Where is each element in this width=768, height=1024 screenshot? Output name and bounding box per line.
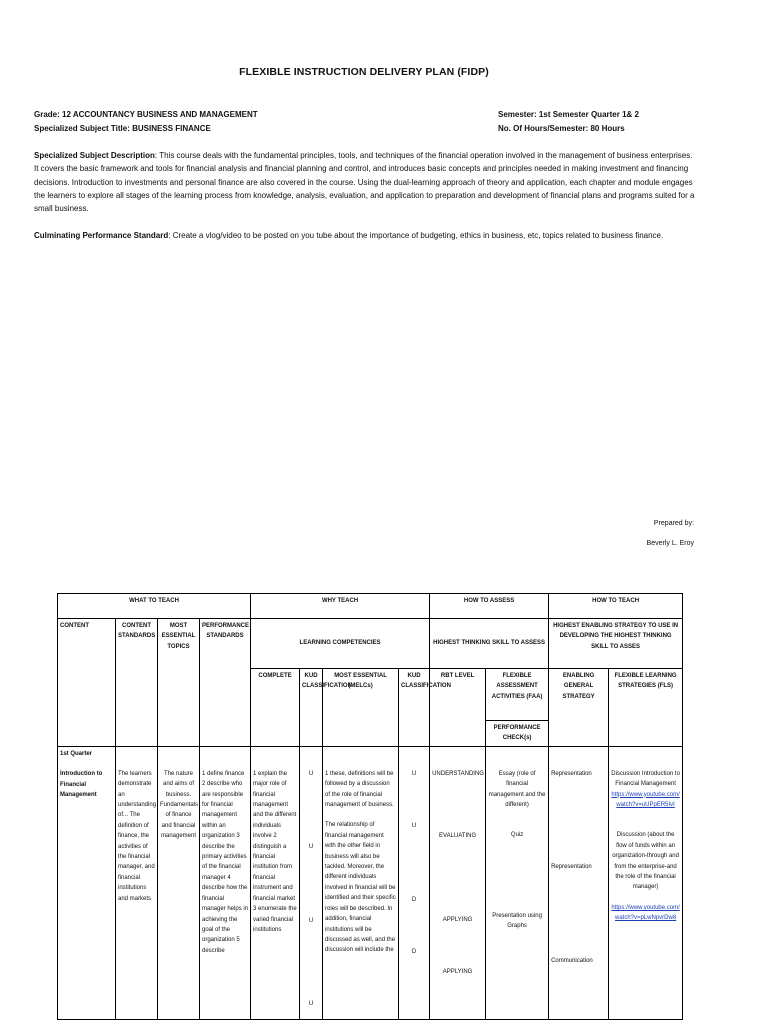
faa-item: Quiz xyxy=(510,832,524,839)
group-header-why-teach: WHY TEACH xyxy=(251,594,430,619)
performance-standard-text: 1 define finance 2 describe who are responsible for financial management within an organization 3 describe the primary activities of the financial manager 4 describe how the financial manager helps in achieving the goal of the organization 5 describe xyxy=(202,770,249,954)
content-cell xyxy=(58,746,116,1019)
semester-label: Semester: xyxy=(498,110,537,119)
rbt-level-value: APPLYING xyxy=(442,969,473,976)
header-performance-check: PERFORMANCE CHECK(s) xyxy=(486,721,549,747)
flexible-assessment-cell xyxy=(486,746,549,1019)
kud2-value: D xyxy=(411,949,417,956)
rbt-level-value: APPLYING xyxy=(442,916,473,923)
kud-value: U xyxy=(308,844,314,851)
rbt-level-cell xyxy=(430,746,486,1019)
culminating-standard xyxy=(34,229,699,242)
performance-standard-cell xyxy=(200,746,251,1019)
most-essential-topics-text: The nature and aims of business. Fundamentals of finance and financial management xyxy=(160,770,199,840)
grade-subject-block xyxy=(34,108,258,136)
youtube-link-2[interactable]: https://www.youtube.com/watch?v=pLwNpvrDw8 xyxy=(611,904,680,922)
faa-item: Essay (role of financial management and the different) xyxy=(488,770,546,809)
melc-text-2: The relationship of financial management with the other field in business will also be tackled. Moreover, the different individuals involved in financial will be identified and their specific roles will be described. In addition, financial institutions will be discussed as well, and the discussion will include the xyxy=(325,822,396,954)
header-flexible-learning-strategies: FLEXIBLE LEARNING STRATEGIES (FLS) xyxy=(609,669,683,747)
kud-value: U xyxy=(308,917,314,924)
prepared-by-label: Prepared by: xyxy=(653,520,694,527)
quarter-label: 1st Quarter xyxy=(60,750,93,757)
semester-hours-block xyxy=(498,108,639,136)
header-kud-classification-2: KUD CLASSIFICATION xyxy=(399,669,430,747)
header-rbt-level: RBT LEVEL xyxy=(430,669,486,747)
youtube-link-1[interactable]: https://www.youtube.com/watch?v=uUPpER5IvI xyxy=(611,791,680,809)
rbt-level-value: EVALUATING xyxy=(439,833,477,840)
egs-item: Communication xyxy=(551,957,593,964)
fls-text-2: Discussion (about the flow of funds within an organization-through and from the enterprise-and the role of the financial manager) xyxy=(612,832,679,891)
hours-value: 80 Hours xyxy=(590,124,625,133)
description-label: Specialized Subject Description xyxy=(34,151,155,160)
header-most-essential-melcs: MOST ESSENTIAL (MELCs) xyxy=(323,669,399,747)
fls-text-1: Discussion Introduction to Financial Management xyxy=(611,770,680,788)
most-essential-topics-cell xyxy=(158,746,200,1019)
complete-text: 1 explain the major role of financial management and the different individuals involve 2 distinguish a financial institution from financial instrument and financial market 3 enumerate the varied financial institutions xyxy=(253,770,297,933)
subject-description xyxy=(34,149,699,215)
kud2-value: U xyxy=(411,770,417,777)
kud-cell xyxy=(300,746,323,1019)
kud2-value: U xyxy=(411,823,417,830)
description-text: : This course deals with the fundamental principles, tools, and techniques of the financial operation involved in the management of business enterprises. It covers the basic framework and tools for financial analysis and financial planning and control, and introduces basic concepts and principles needed in making investment and financing decisions. Introduction to investments and personal finance are also covered in the course. Using the dual-learning approach of theory and application, each chapter and module engages the learners to explore all stages of the learning process from knowledge, analysis, evaluation, and application to preparation and development of financial plans and programs suited for a small business. xyxy=(34,151,695,214)
header-kud-classification: KUD CLASSIFICATION xyxy=(300,669,323,747)
kud-value: U xyxy=(308,770,314,777)
kud-classification-cell xyxy=(399,746,430,1019)
culminating-label: Culminating Performance Standard xyxy=(34,231,169,240)
egs-item: Representation xyxy=(551,770,592,777)
subject-label: Specialized Subject Title: xyxy=(34,124,130,133)
group-header-how-to-teach: HOW TO TEACH xyxy=(549,594,683,619)
faa-item: Presentation using Graphs xyxy=(492,912,542,930)
flexible-learning-cell xyxy=(609,746,683,1019)
egs-item: Representation xyxy=(551,864,592,871)
header-content-standards: CONTENT STANDARDS xyxy=(116,619,158,747)
header-enabling-general-strategy: ENABLING GENERAL STRATEGY xyxy=(549,669,609,747)
complete-cell xyxy=(251,746,300,1019)
fidp-table xyxy=(57,593,683,1020)
melcs-cell xyxy=(323,746,399,1019)
header-content: CONTENT xyxy=(58,619,116,747)
enabling-strategy-cell xyxy=(549,746,609,1019)
subject-value: BUSINESS FINANCE xyxy=(132,124,211,133)
content-standard-cell xyxy=(116,746,158,1019)
header-highest-enabling-strategy: HIGHEST ENABLING STRATEGY TO USE IN DEVELOPING THE HIGHEST THINKING SKILL TO ASSES xyxy=(549,619,683,669)
grade-label: Grade: xyxy=(34,110,60,119)
kud2-value: D xyxy=(411,896,417,903)
header-performance-standards: PERFORMANCE STANDARDS xyxy=(200,619,251,747)
culminating-text: : Create a vlog/video to be posted on you tube about the importance of budgeting, ethics in business, etc, topics related to business finance. xyxy=(168,231,664,240)
group-header-how-to-assess: HOW TO ASSESS xyxy=(430,594,549,619)
header-highest-thinking-skill: HIGHEST THINKING SKILL TO ASSESS xyxy=(430,619,549,669)
group-header-what-to-teach: WHAT TO TEACH xyxy=(58,594,251,619)
topic-title: Introduction to Financial Management xyxy=(60,771,103,799)
header-most-essential-topics: MOST ESSENTIAL TOPICS xyxy=(158,619,200,747)
preparer-name: Beverly L. Eroy xyxy=(646,540,694,547)
melc-text-1: 1 these, definitions will be followed by a discussion of the role of financial management of business. xyxy=(325,770,394,809)
header-complete: COMPLETE xyxy=(251,669,300,747)
hours-label: No. Of Hours/Semester: xyxy=(498,124,589,133)
document-title: FLEXIBLE INSTRUCTION DELIVERY PLAN (FIDP) xyxy=(239,66,489,78)
content-standard-text: The learners demonstrate an understanding of... The definition of finance, the activities of the financial manager, and financial institutions and markets xyxy=(118,770,157,902)
kud-value: U xyxy=(308,1001,314,1008)
header-flexible-assessment: FLEXIBLE ASSESSMENT ACTIVITIES (FAA) xyxy=(486,669,549,721)
semester-value: 1st Semester Quarter 1& 2 xyxy=(538,110,639,119)
grade-value: 12 ACCOUNTANCY BUSINESS AND MANAGEMENT xyxy=(62,110,258,119)
rbt-level-value: UNDERSTANDING xyxy=(432,770,484,777)
header-learning-competencies: LEARNING COMPETENCIES xyxy=(251,619,430,669)
